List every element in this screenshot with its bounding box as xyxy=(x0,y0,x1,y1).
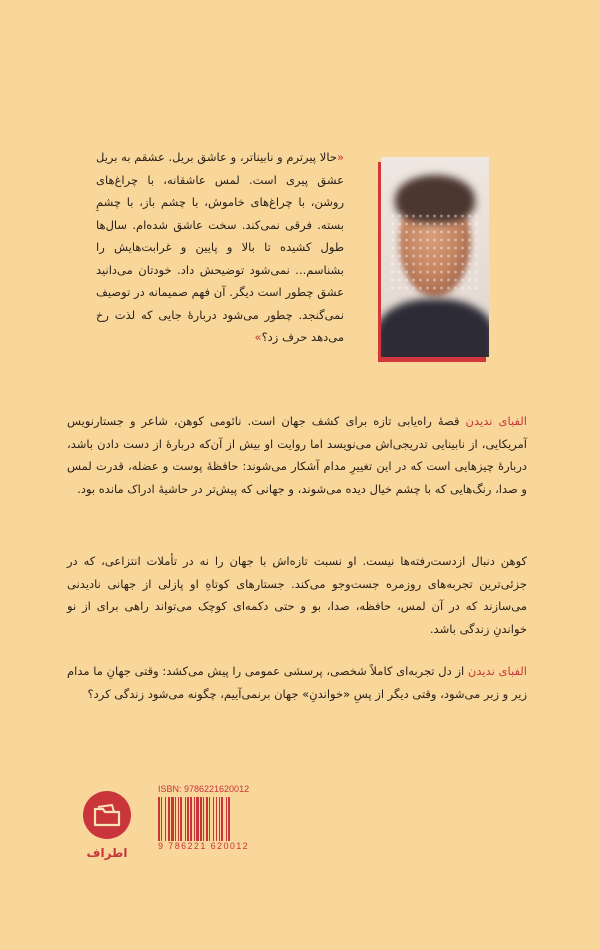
paragraph-3-text: از دل تجربه‌ای کاملاً شخصی، پرسشی عمومی را پیش می‌کشد: وقتی جهانِ ما مدام زیر و زبر می‌شود، وقتی دیگر از پسِ «خواندنِ» جهان برنمی‌آییم، چگونه می‌شود زندگی کرد؟ xyxy=(67,664,527,701)
back-cover-quote xyxy=(96,146,344,349)
barcode-gap xyxy=(230,797,231,841)
quote-close-mark: » xyxy=(254,330,262,344)
portrait-shoulders xyxy=(381,299,489,357)
cover-photo xyxy=(381,157,489,357)
isbn-label: ISBN: 9786221620012 xyxy=(158,784,250,794)
paragraph-1-text: قصهٔ راه‌یابی تازه برای کشف جهان است. نائومی کوهن، شاعر و جستارنویس آمریکایی، از نابینایی تدریجی‌اش می‌نویسد اما روایت او بیش از آن‌که دربارهٔ از دست دادن باشد، دربارهٔ چیزهایی است که در این تغییرِ مدام آشکار می‌شوند: حافظهٔ پوست و عضله، قدرت لمس و صدا، رنگ‌هایی که با چشم خیال دیده می‌شوند، و جهانی که پیش‌تر در حاشیهٔ ادراک مانده بود. xyxy=(67,414,527,496)
isbn-barcode xyxy=(158,797,281,841)
description-paragraph-2 xyxy=(67,550,527,640)
book-title-highlight: الفبای ندیدن xyxy=(467,664,527,678)
publisher-logo-icon xyxy=(82,790,132,840)
blurred-portrait-image xyxy=(381,157,489,357)
description-paragraph-1 xyxy=(67,410,527,500)
description-paragraph-3 xyxy=(67,660,527,705)
publisher-name: اطراف xyxy=(86,846,128,860)
braille-dots-overlay xyxy=(389,212,481,292)
quote-text: حالا پیرترم و نابیناتر، و عاشق بریل. عشقم به بریل عشق پیری است. لمس عاشقانه، با چراغ‌های روشن، با چراغ‌های خاموش، با چشم باز، با چشمِ بسته. فرقی نمی‌کند. سخت عاشق شده‌ام. سال‌ها طول کشیده تا بالا و پایین و غرابت‌هایش را بشناسم... نمی‌شود توضیحش داد. خودتان می‌دانید عشق چطور است دیگر. آن فهم صمیمانه در توصیف نمی‌گنجد. چطور می‌شود دربارهٔ جایی که لذت رخ می‌دهد حرف زد؟ xyxy=(96,150,344,344)
book-title-highlight: الفبای ندیدن xyxy=(465,414,527,428)
barcode-digits: 9 786221 620012 xyxy=(158,841,250,851)
quote-open-mark: « xyxy=(336,150,344,164)
paragraph-2-text: کوهن دنبال ازدست‌رفته‌ها نیست. او نسبت تازه‌اش با جهان را نه در تأملات انتزاعی، که در جزئی‌ترین تجربه‌های روزمره جست‌وجو می‌کند. جستارهای کوتاهِ او پازلی از جهانی نادیدنی می‌سازند که در آن لمس، حافظه، صدا، بو و حتی دکمه‌ای کوچک می‌تواند راهی برای از نو خواندنِ زندگی باشد. xyxy=(67,554,527,636)
